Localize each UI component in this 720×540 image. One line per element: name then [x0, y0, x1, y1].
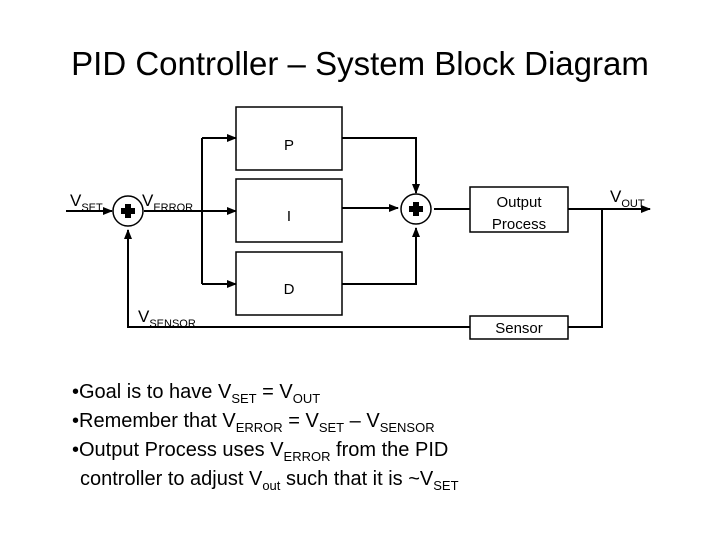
page-title: PID Controller – System Block Diagram [71, 45, 649, 82]
bullet-output-process: •Output Process uses $V_{ERROR}$ from the PID [72, 439, 449, 464]
p-block-label: P [283, 137, 295, 154]
output-process-label-1: Output [496, 194, 542, 211]
feedback-line [568, 209, 602, 327]
vsensor-label: $V_{SENSOR}$ [138, 307, 196, 330]
d-block-label: D [283, 281, 295, 298]
vset-label: $V_{SET}$ [70, 191, 103, 214]
plus-icon [121, 204, 135, 218]
d-output-line [342, 228, 416, 284]
bullet-output-process-cont: controller to adjust $V_{out}$ such that it is $\sim V_{SET}$ [80, 468, 459, 493]
plus-icon [409, 202, 423, 216]
sensor-label: Sensor [495, 320, 543, 337]
p-output-line [342, 138, 416, 193]
i-block-label: I [286, 208, 292, 225]
bullet-goal: •Goal is to have $V_{SET} = V_{OUT}$ [72, 381, 321, 406]
verror-label: $V_{ERROR}$ [142, 191, 194, 214]
output-process-label-2: Process [491, 216, 547, 233]
sensor-feedback-line [128, 230, 470, 327]
bullet-remember: •Remember that $V_{ERROR} = V_{SET} - V_{SENSOR}$ [72, 410, 435, 435]
bullet-list [72, 378, 459, 494]
vout-label: $V_{OUT}$ [610, 187, 645, 210]
